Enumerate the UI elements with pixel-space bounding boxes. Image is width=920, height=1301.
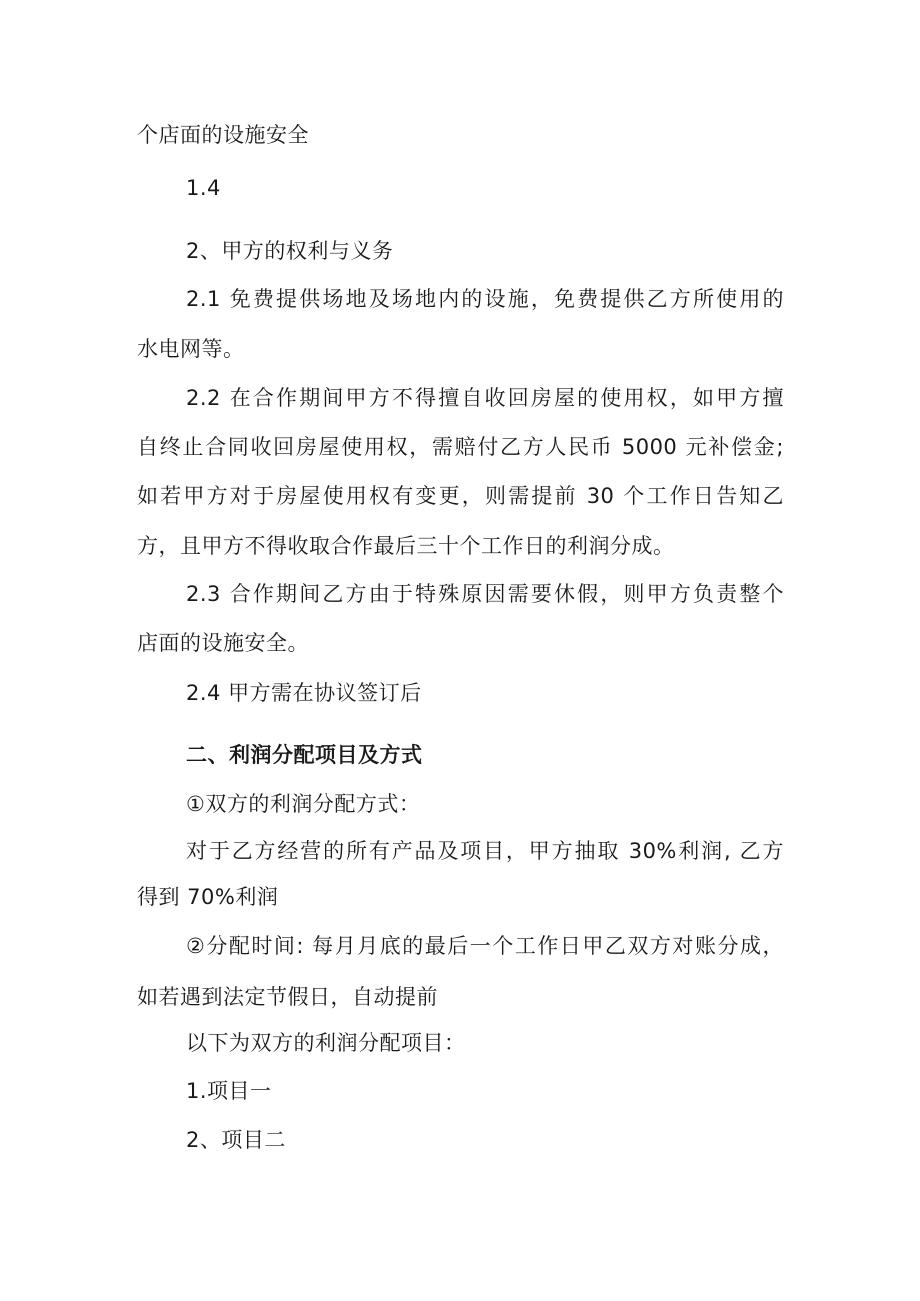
- text-line-facility-safety: 个店面的设施安全: [137, 123, 309, 147]
- profit-method-line-2: 得到 70%利润: [137, 885, 279, 909]
- section-heading-party-a-rights: 2、甲方的权利与义务: [186, 239, 394, 263]
- section-heading-profit-distribution: 二、利润分配项目及方式: [186, 743, 423, 767]
- clause-1-4: 1.4: [186, 176, 221, 200]
- clause-2-2-line-2: 自终止合同收回房屋使用权，需赔付乙方人民币 5000 元补偿金;: [137, 435, 784, 459]
- project-item-1: 1.项目一: [186, 1079, 272, 1103]
- clause-2-4: 2.4 甲方需在协议签订后: [186, 681, 422, 705]
- clause-2-2-line-1: 2.2 在合作期间甲方不得擅自收回房屋的使用权，如甲方擅: [186, 386, 784, 410]
- clause-2-1-line-2: 水电网等。: [137, 337, 245, 361]
- clause-2-3-line-1: 2.3 合作期间乙方由于特殊原因需要休假，则甲方负责整个: [186, 582, 784, 606]
- clause-2-1-line-1: 2.1 免费提供场地及场地内的设施，免费提供乙方所使用的: [186, 287, 784, 311]
- clause-2-2-line-3: 如若甲方对于房屋使用权有变更，则需提前 30 个工作日告知乙: [137, 484, 784, 508]
- profit-method-heading: ①双方的利润分配方式：: [186, 792, 421, 816]
- distribution-time-line-2: 如若遇到法定节假日，自动提前: [137, 985, 438, 1009]
- distribution-time-line-1: ②分配时间: 每月月底的最后一个工作日甲乙双方对账分成，: [186, 934, 784, 958]
- clause-2-2-line-4: 方，且甲方不得收取合作最后三十个工作日的利润分成。: [137, 534, 675, 558]
- project-item-2: 2、项目二: [186, 1128, 286, 1152]
- profit-method-line-1: 对于乙方经营的所有产品及项目，甲方抽取 30%利润, 乙方: [186, 839, 784, 863]
- project-list-intro: 以下为双方的利润分配项目：: [186, 1031, 466, 1055]
- clause-2-3-line-2: 店面的设施安全。: [137, 631, 309, 655]
